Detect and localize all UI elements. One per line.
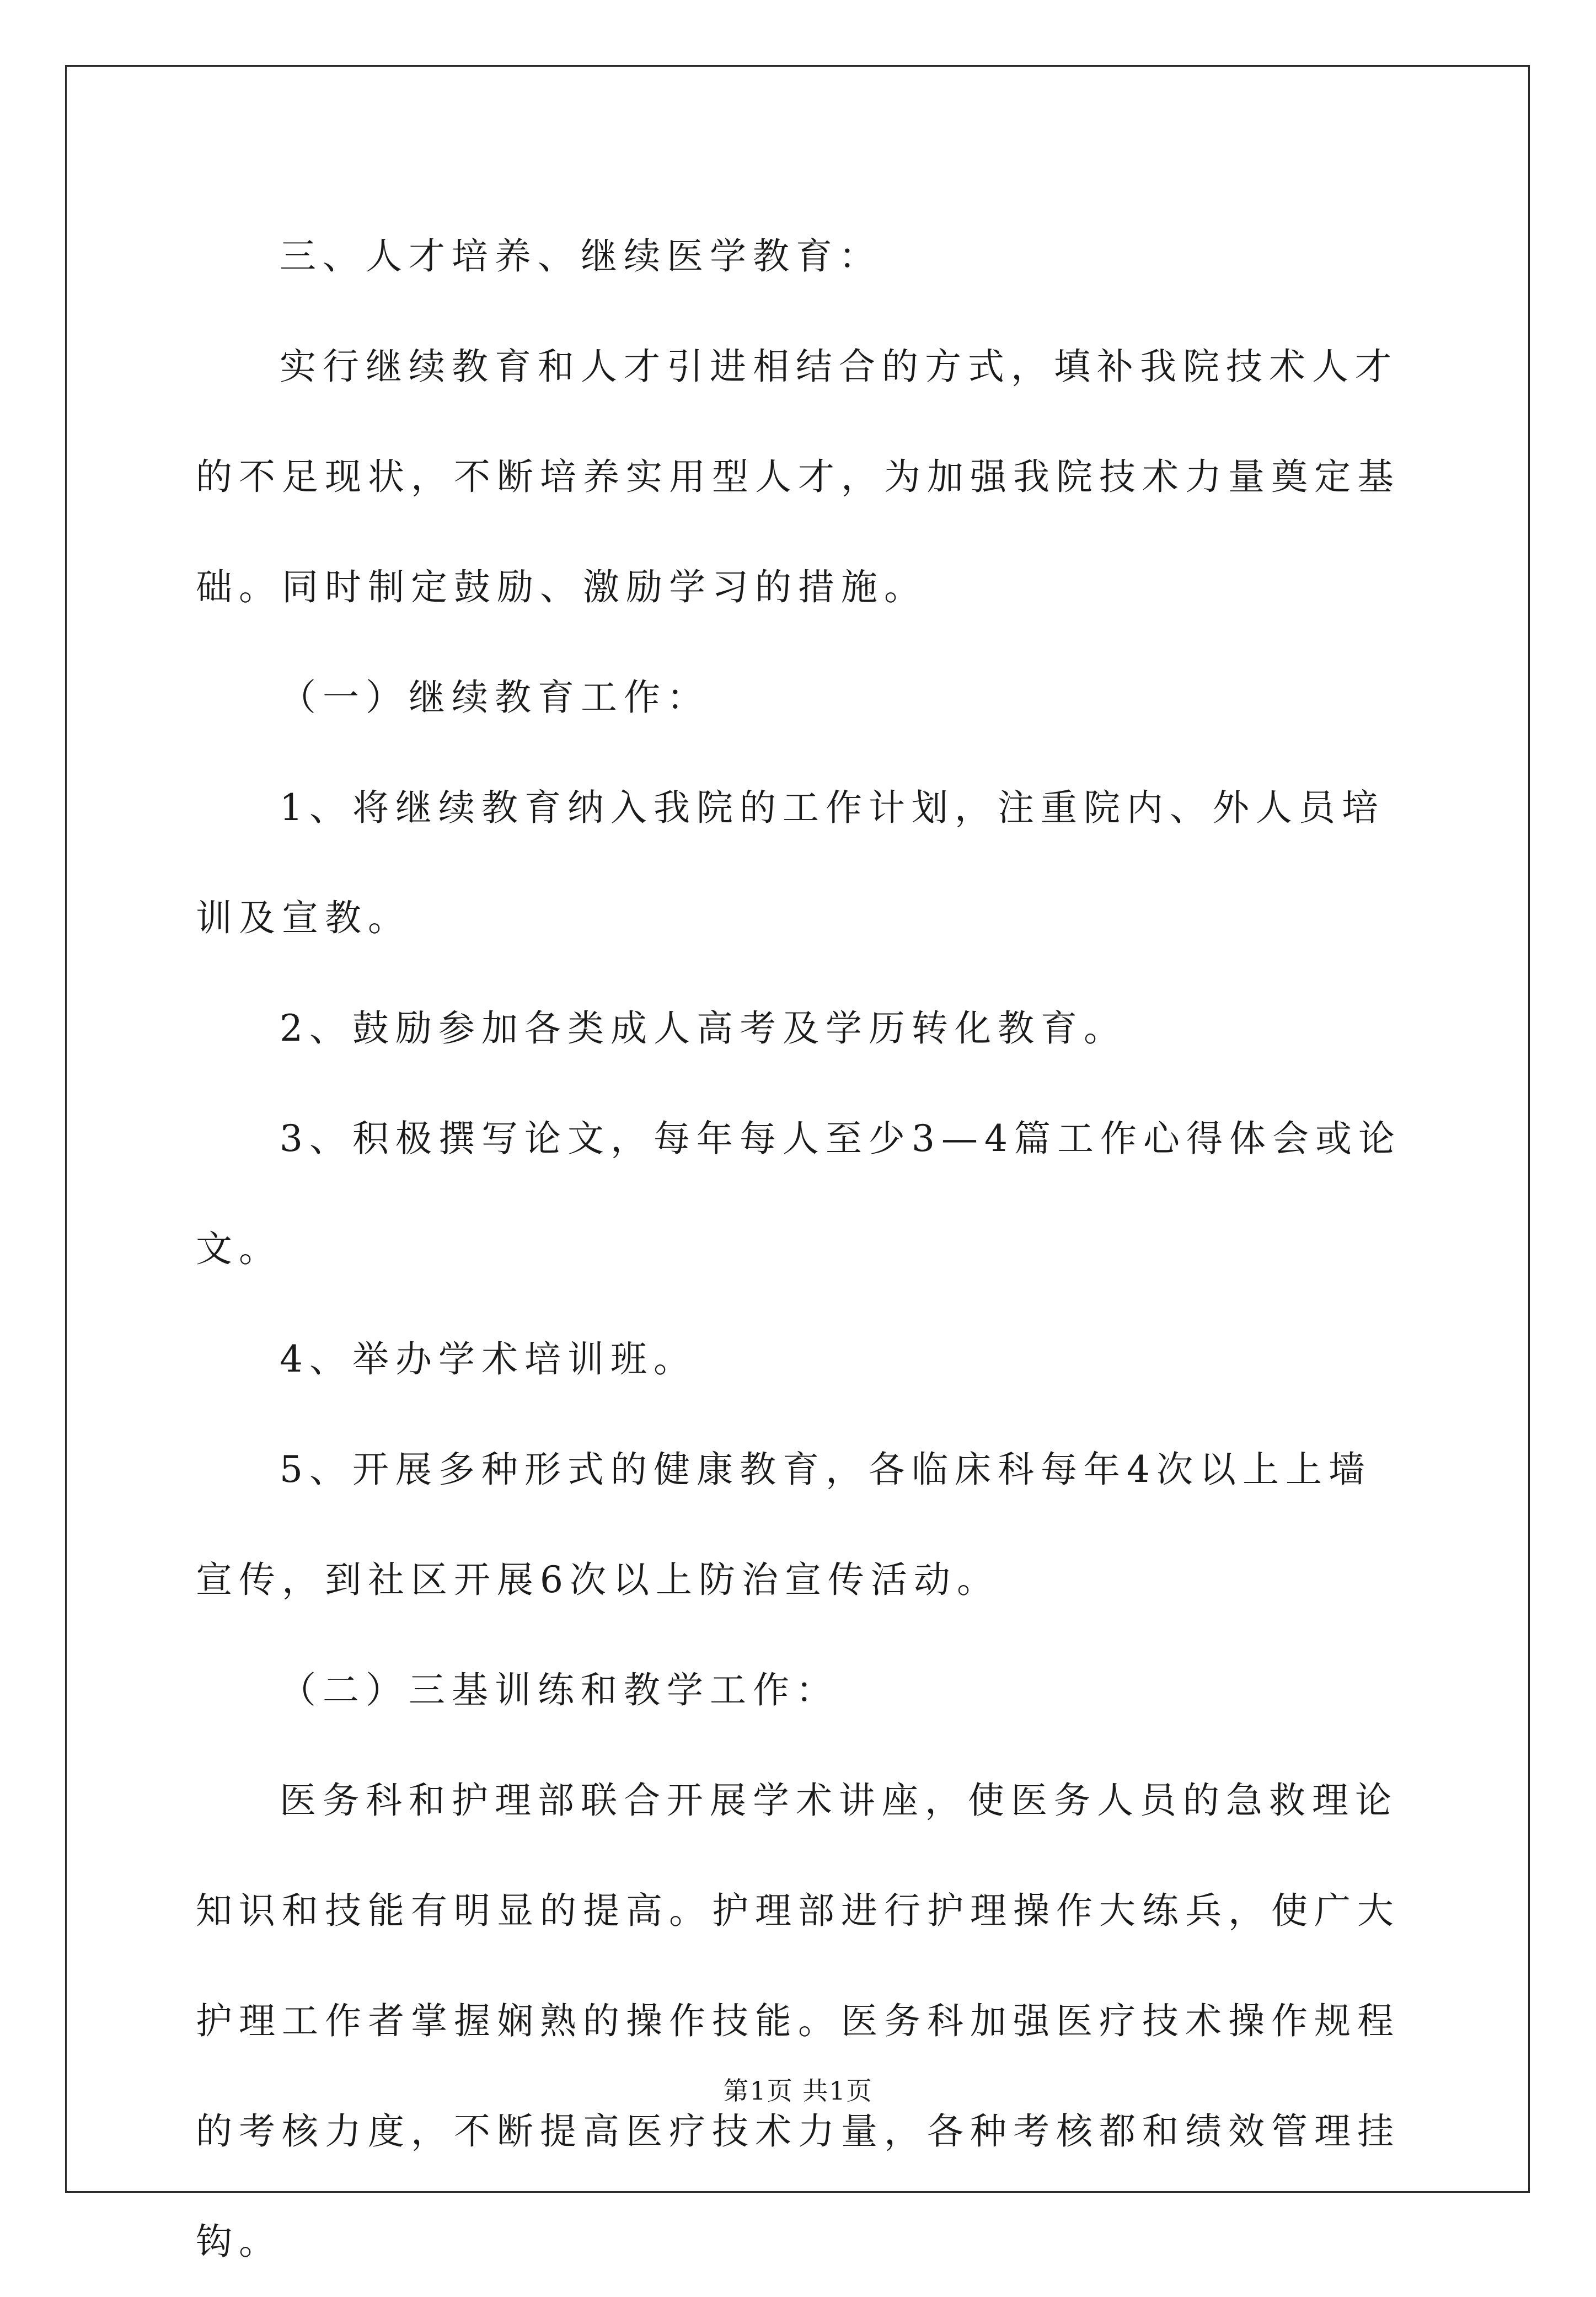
list-item-3: 3、积极撰写论文，每年每人至少3—4篇工作心得体会或论文。 [196,1117,1401,1270]
subsection-heading-three-basics-training: （二）三基训练和教学工作： [280,1669,839,1711]
list-item-4: 4、举办学术培训班。 [280,1338,697,1380]
document-body [196,201,1404,2297]
paragraph-continuing-education-intro: 实行继续教育和人才引进相结合的方式，填补我院技术人才的不足现状，不断培养实用型人才，为加强我院技术力量奠定基础。同时制定鼓励、激励学习的措施。 [196,345,1400,608]
list-item-2: 2、鼓励参加各类成人高考及学历转化教育。 [280,1007,1127,1050]
list-item-1: 1、将继续教育纳入我院的工作计划，注重院内、外人员培训及宣教。 [196,786,1385,939]
subsection-heading-continuing-education: （一）继续教育工作： [280,676,710,719]
page-footer: 第1页 共1页 [723,2076,873,2106]
list-item-5: 5、开展多种形式的健康教育，各临床科每年4次以上上墙宣传，到社区开展6次以上防治宣传活动。 [196,1448,1372,1601]
section-heading-talent-training: 三、人才培养、继续医学教育： [280,235,882,277]
paragraph-three-basics-training: 医务科和护理部联合开展学术讲座，使医务人员的急救理论知识和技能有明显的提高。护理部进行护理操作大练兵，使广大护理工作者掌握娴熟的操作技能。医务科加强医疗技术操作规程的考核力度，不断提高医疗技术力量，各种考核都和绩效管理挂钩。 [196,1779,1400,2263]
